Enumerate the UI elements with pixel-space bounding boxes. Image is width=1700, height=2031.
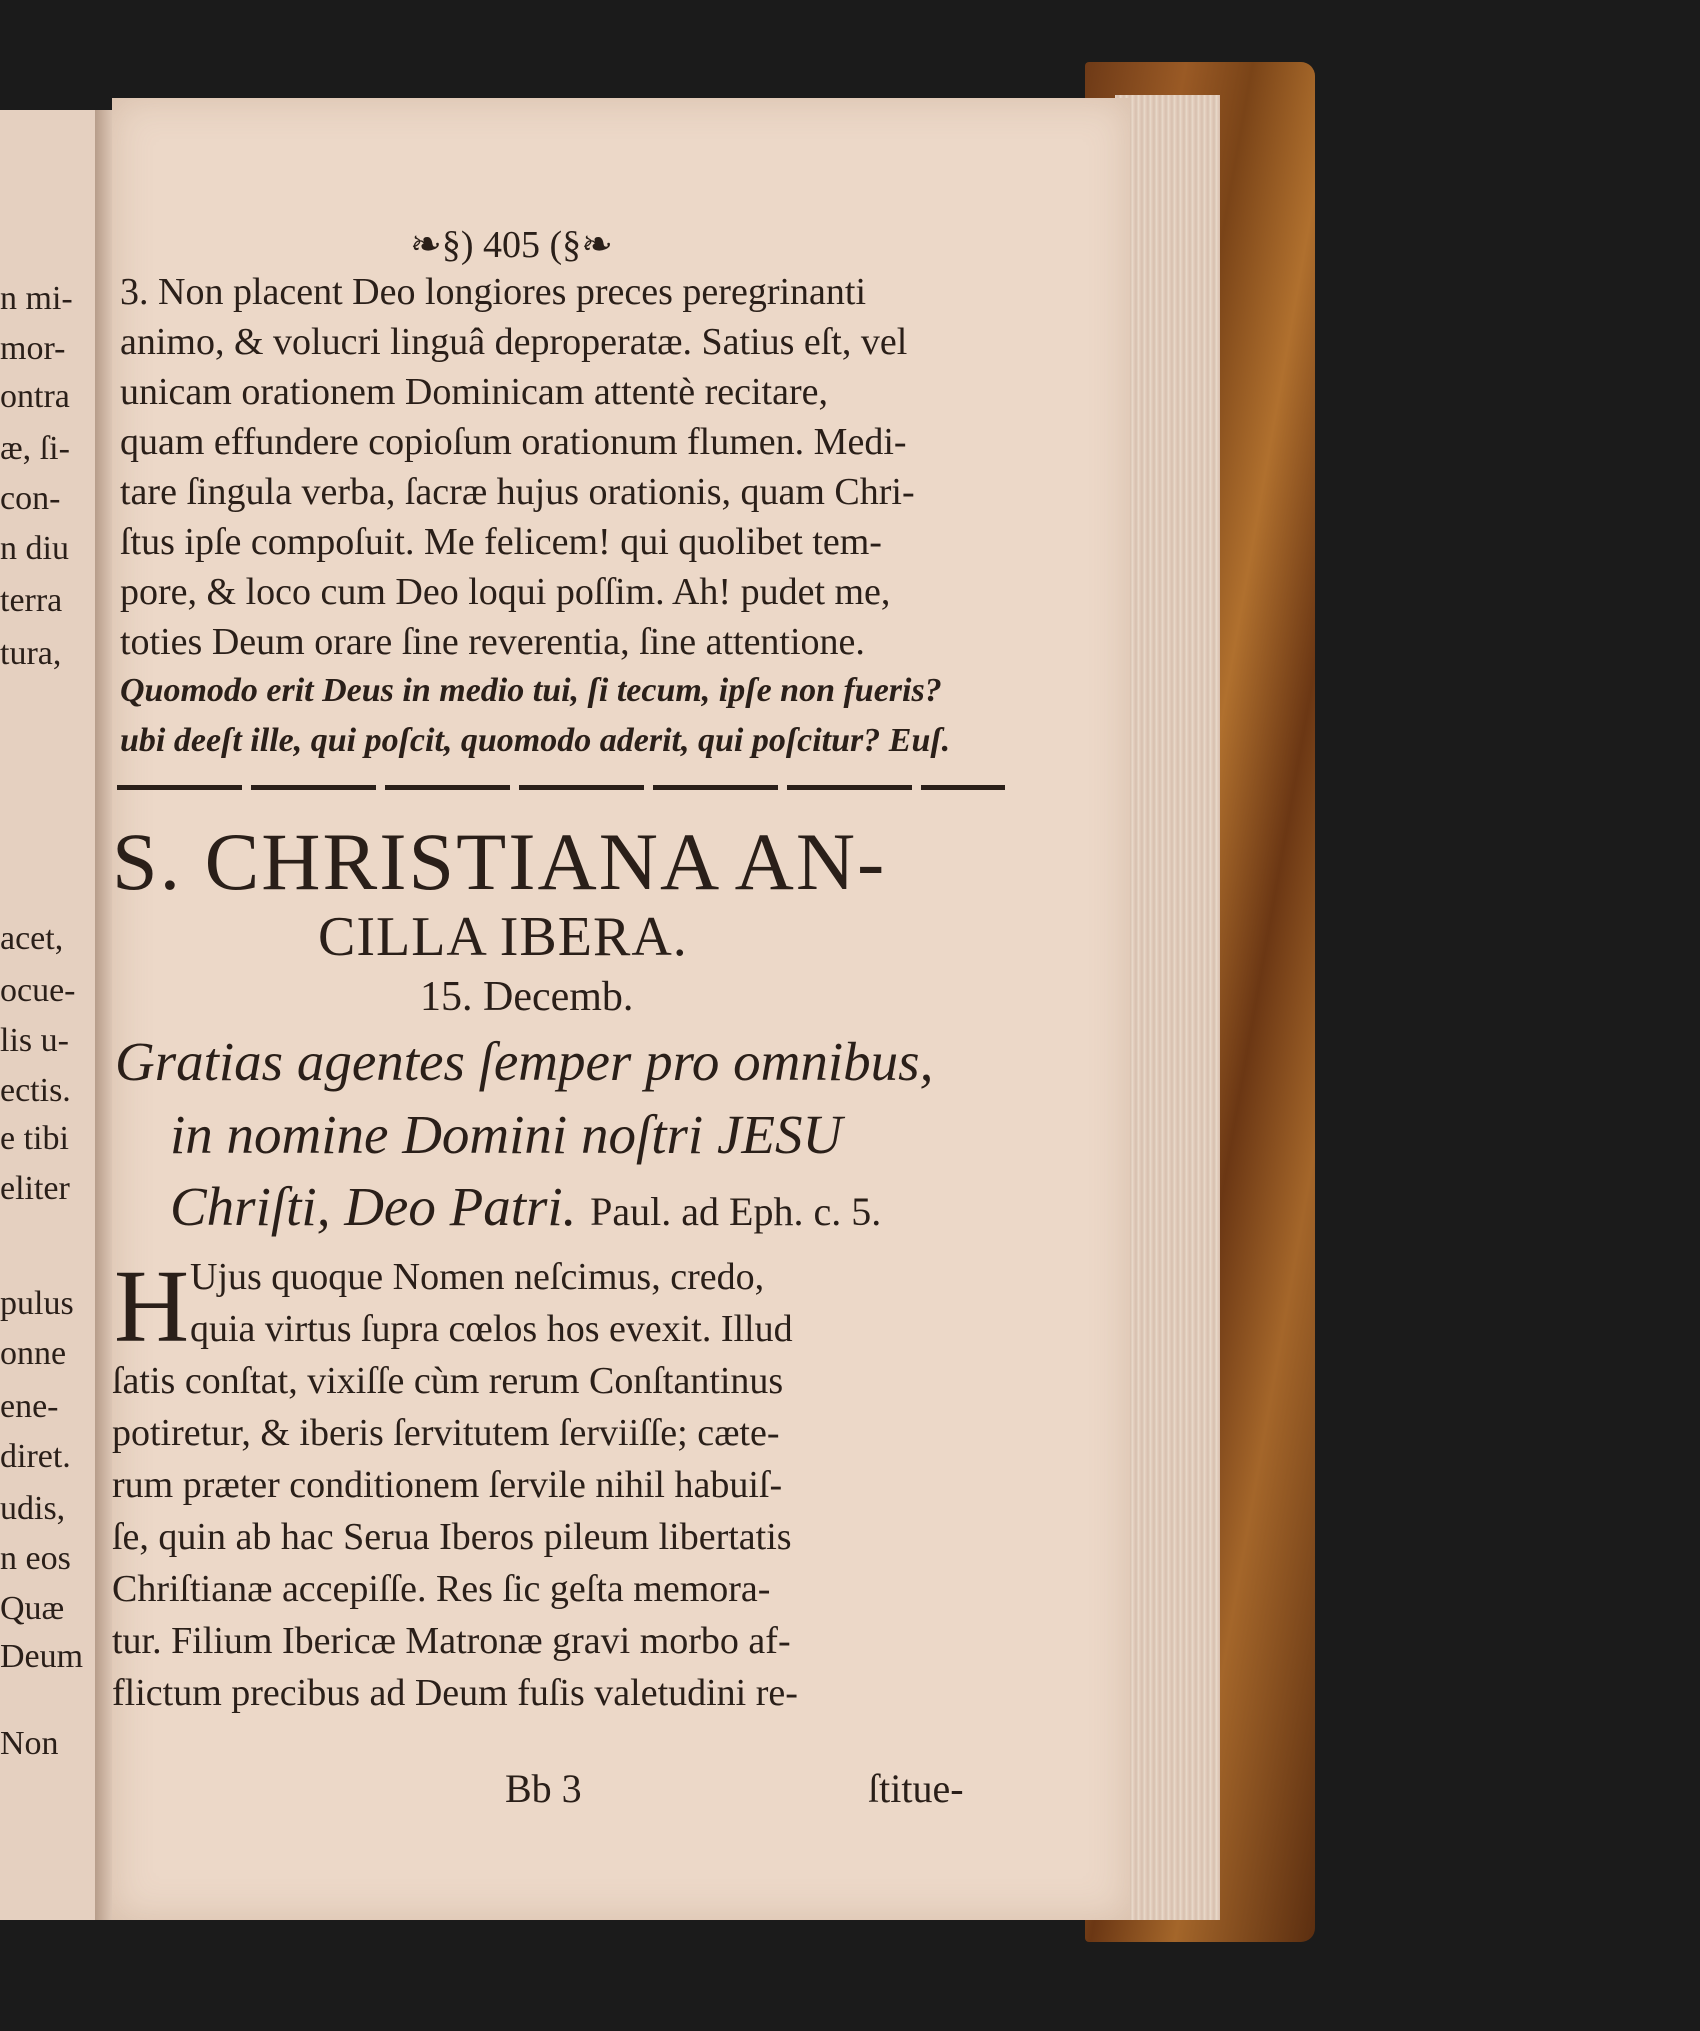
running-head: ❧§) 405 (§❧ bbox=[410, 224, 613, 266]
motto-line-2: in nomine Domini noſtri JESU bbox=[170, 1104, 843, 1165]
previous-page-fragment: ontra bbox=[0, 378, 70, 415]
signature-mark: Bb 3 bbox=[505, 1766, 582, 1811]
motto-line-3 bbox=[170, 1175, 881, 1238]
section-rule bbox=[117, 785, 1005, 790]
previous-page-fragment: Quæ bbox=[0, 1590, 65, 1627]
paragraph-line: rum præter conditionem ſervile nihil habuiſ- bbox=[112, 1464, 783, 1506]
drop-cap: H bbox=[114, 1249, 190, 1364]
previous-page bbox=[0, 110, 110, 1920]
previous-page-fragment: Deum bbox=[0, 1638, 84, 1675]
previous-page-fragment: eliter bbox=[0, 1170, 70, 1207]
previous-page-fragment: tura, bbox=[0, 635, 62, 672]
previous-page-fragment: onne bbox=[0, 1335, 67, 1372]
italic-quote-line: ubi deeſt ille, qui poſcit, quomodo aderit, qui poſcitur? Euſ. bbox=[120, 722, 951, 759]
paragraph-line: ſe, quin ab hac Serua Iberos pileum libertatis bbox=[112, 1516, 792, 1558]
paragraph-line: potiretur, & iberis ſervitutem ſerviiſſe; cæte- bbox=[112, 1412, 780, 1454]
previous-page-fragment: lis u- bbox=[0, 1022, 69, 1059]
paragraph-line: Chriſtianæ accepiſſe. Res ſic geſta memora- bbox=[112, 1568, 771, 1610]
previous-page-fragment: ectis. bbox=[0, 1072, 71, 1109]
paragraph-line: flictum precibus ad Deum fuſis valetudini re- bbox=[112, 1672, 798, 1714]
paragraph-line: tur. Filium Ibericæ Matronæ gravi morbo af- bbox=[112, 1620, 791, 1662]
previous-page-fragment: ene- bbox=[0, 1388, 59, 1425]
body-line: quam effundere copioſum orationum flumen. Medi- bbox=[120, 421, 907, 463]
italic-quote-line: Quomodo erit Deus in medio tui, ſi tecum, ipſe non fueris? bbox=[120, 672, 942, 709]
title-line-2: CILLA IBERA. bbox=[318, 906, 688, 968]
body-line: animo, & volucri linguâ deproperatæ. Satius eſt, vel bbox=[120, 321, 908, 363]
motto-line-3-text: Chriſti, Deo Patri. bbox=[170, 1176, 577, 1237]
body-line: toties Deum orare ſine reverentia, ſine attentione. bbox=[120, 621, 865, 663]
previous-page-fragment: n mi- bbox=[0, 280, 73, 317]
previous-page-fragment: mor- bbox=[0, 330, 66, 367]
body-line: tare ſingula verba, ſacræ hujus orationis, quam Chri- bbox=[120, 471, 915, 513]
paragraph-line: ſatis conſtat, vixiſſe cùm rerum Conſtantinus bbox=[112, 1360, 784, 1402]
feast-date: 15. Decemb. bbox=[420, 974, 634, 1020]
motto-reference: Paul. ad Eph. c. 5. bbox=[590, 1189, 882, 1234]
body-line: ſtus ipſe compoſuit. Me felicem! qui quolibet tem- bbox=[120, 521, 882, 563]
previous-page-fragment: ocue- bbox=[0, 972, 76, 1009]
paragraph-line: Ujus quoque Nomen neſcimus, credo, bbox=[190, 1256, 765, 1298]
page-edges bbox=[1115, 95, 1220, 1920]
body-line: unicam orationem Dominicam attentè recitare, bbox=[120, 371, 828, 413]
previous-page-fragment: n diu bbox=[0, 530, 69, 567]
catchword: ſtitue- bbox=[868, 1766, 964, 1811]
previous-page-fragment: Non bbox=[0, 1725, 59, 1762]
body-line: 3. Non placent Deo longiores preces peregrinanti bbox=[120, 271, 867, 313]
previous-page-fragment: terra bbox=[0, 582, 63, 619]
previous-page-fragment: diret. bbox=[0, 1438, 71, 1475]
paragraph-line: quia virtus ſupra cœlos hos evexit. Illud bbox=[190, 1308, 793, 1350]
previous-page-fragment: æ, ſi- bbox=[0, 430, 70, 467]
previous-page-fragment: acet, bbox=[0, 920, 64, 957]
title-line-1: S. CHRISTIANA AN- bbox=[112, 816, 887, 907]
previous-page-fragment: udis, bbox=[0, 1490, 66, 1527]
previous-page-fragment: e tibi bbox=[0, 1120, 69, 1157]
motto-line-1: Gratias agentes ſemper pro omnibus, bbox=[115, 1031, 934, 1092]
previous-page-fragment: pulus bbox=[0, 1285, 74, 1322]
body-line: pore, & loco cum Deo loqui poſſim. Ah! pudet me, bbox=[120, 571, 891, 613]
previous-page-fragment: n eos bbox=[0, 1540, 71, 1577]
previous-page-fragment: con- bbox=[0, 480, 61, 517]
